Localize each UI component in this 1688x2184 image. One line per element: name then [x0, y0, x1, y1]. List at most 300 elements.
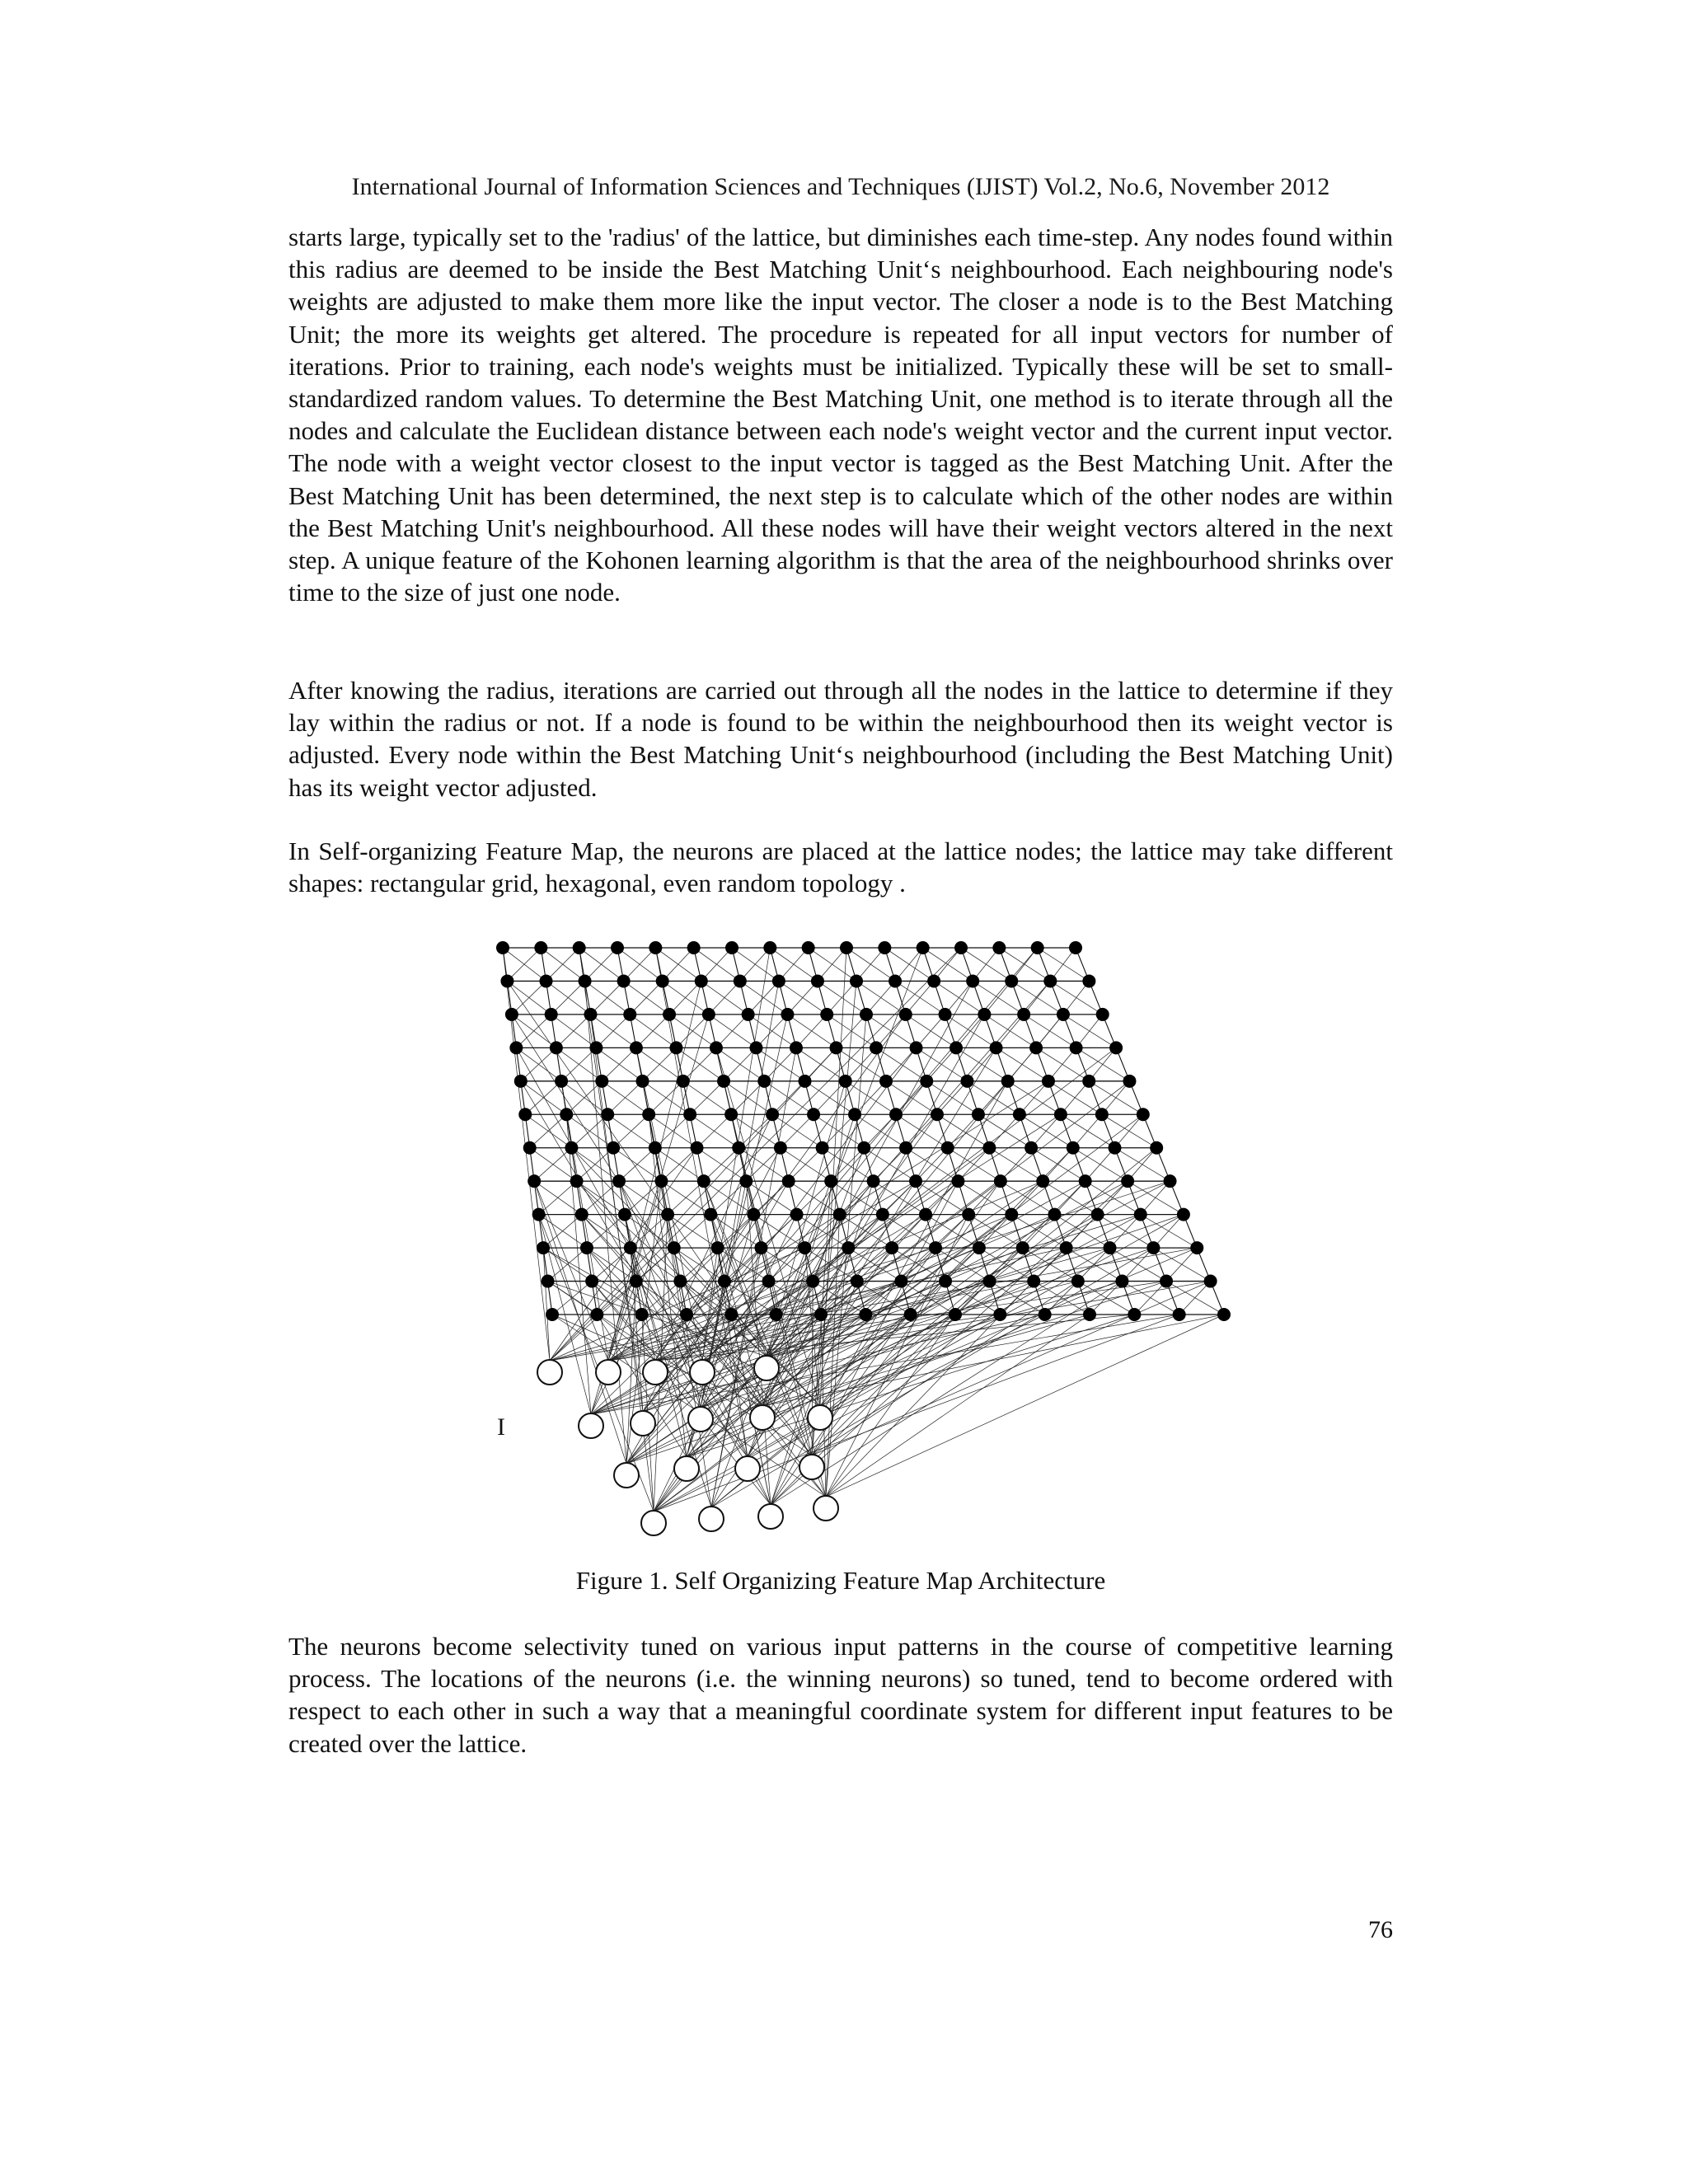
input-neuron [699, 1507, 724, 1531]
running-header: International Journal of Information Sciences and Techniques (IJIST) Vol.2, No.6, November 2012 [351, 173, 1330, 200]
lattice-neuron [555, 1075, 568, 1088]
grid-diagonal-segment [710, 1181, 746, 1214]
grid-diagonal-segment [551, 981, 585, 1014]
grid-diagonal-segment [636, 1248, 674, 1281]
lattice-neuron [1057, 1008, 1070, 1021]
lattice-neuron [990, 1041, 1003, 1054]
lattice-neuron [781, 1008, 794, 1021]
lattice-neuron [994, 1174, 1007, 1188]
lattice-neuron [840, 941, 853, 954]
lattice-neuron [661, 1208, 674, 1221]
lattice-neuron [848, 1108, 861, 1121]
connection-line [512, 1015, 762, 1406]
lattice-neuron [833, 1208, 846, 1221]
lattice-neuron [669, 1041, 682, 1054]
grid-diagonal-segment [896, 1081, 926, 1114]
lattice-neuron [496, 941, 509, 954]
lattice-neuron [505, 1008, 518, 1021]
lattice-neuron [1054, 1108, 1067, 1121]
grid-diagonal-segment [967, 1047, 996, 1080]
input-neuron [643, 1360, 668, 1385]
lattice-neuron [1146, 1241, 1160, 1254]
connection-line [543, 1248, 820, 1406]
lattice-neuron [1190, 1241, 1203, 1254]
grid-diagonal-segment [917, 1015, 945, 1047]
lattice-neuron [518, 1108, 532, 1121]
lattice-neuron [1164, 1174, 1177, 1188]
lattice-neuron [642, 1108, 655, 1121]
grid-diagonal-segment [1000, 1282, 1034, 1315]
lattice-neuron [732, 1141, 745, 1155]
lattice-neuron [1070, 1041, 1083, 1054]
lattice-neuron [542, 1275, 555, 1288]
connection-line [826, 1315, 1090, 1497]
lattice-neuron [540, 974, 553, 987]
lattice-neuron [1128, 1308, 1141, 1321]
grid-diagonal-segment [690, 1081, 724, 1114]
lattice-neuron [927, 974, 940, 987]
lattice-neuron [1060, 1241, 1073, 1254]
lattice-neuron [725, 941, 738, 954]
lattice-neuron [1083, 1308, 1096, 1321]
page-number: 76 [1368, 1916, 1393, 1943]
lattice-neuron [1217, 1308, 1231, 1321]
grid-diagonal-segment [731, 1081, 764, 1114]
lattice-neuron [860, 1008, 873, 1021]
input-neuron [674, 1456, 699, 1481]
lattice-neuron [624, 1241, 637, 1254]
lattice-neuron [782, 1174, 795, 1188]
grid-diagonal-segment [561, 1047, 596, 1080]
connection-line [654, 1015, 1063, 1511]
connection-line [771, 1181, 1128, 1505]
grid-diagonal-segment [566, 1081, 602, 1114]
lattice-neuron [687, 941, 701, 954]
lattice-neuron [972, 1108, 985, 1121]
lattice-neuron [1115, 1275, 1128, 1288]
connection-line [566, 1114, 591, 1414]
lattice-neuron [857, 1141, 870, 1155]
connection-line [654, 1215, 1184, 1511]
lattice-neuron [618, 1208, 631, 1221]
grid-diagonal-segment [556, 1015, 591, 1047]
lattice-neuron [749, 1041, 762, 1054]
lattice-neuron [766, 1108, 779, 1121]
lattice-neuron [500, 974, 513, 987]
lattice-neuron [939, 1275, 952, 1288]
lattice-neuron [919, 1208, 932, 1221]
lattice-neuron [585, 1275, 598, 1288]
lattice-neuron [859, 1308, 872, 1321]
grid-diagonal-segment [663, 948, 694, 981]
grid-diagonal-segment [1011, 1181, 1043, 1214]
paragraph-lattice-shapes: In Self-organizing Feature Map, the neurons are placed at the lattice nodes; the lattice may take different shapes: rectangular grid, hexagonal, even random topology . [288, 837, 1393, 898]
grid-diagonal-segment [530, 1114, 567, 1147]
grid-diagonal-segment [624, 948, 656, 981]
grid-diagonal-segment [613, 1114, 649, 1147]
lattice-neuron [649, 941, 662, 954]
grid-diagonal-segment [697, 1114, 732, 1147]
connection-line [701, 1282, 990, 1408]
input-neuron [754, 1356, 779, 1380]
lattice-neuron [966, 974, 979, 987]
lattice-neuron [870, 1041, 883, 1054]
lattice-neuron [889, 974, 902, 987]
lattice-neuron [528, 1174, 541, 1188]
lattice-neuron [590, 1308, 603, 1321]
grid-diagonal-segment [886, 1047, 917, 1080]
grid-diagonal-segment [805, 1047, 837, 1080]
lattice-neuron [514, 1075, 528, 1088]
grid-diagonal-segment [643, 1047, 677, 1080]
lattice-neuron [1048, 1208, 1061, 1221]
lattice-neuron [1123, 1075, 1136, 1088]
lattice-neuron [878, 941, 891, 954]
lattice-neuron [704, 1208, 717, 1221]
lattice-neuron [983, 1275, 996, 1288]
grid-diagonal-segment [781, 1114, 814, 1147]
input-neuron [814, 1496, 838, 1521]
lattice-neuron [920, 1075, 933, 1088]
lattice-neuron [807, 1108, 820, 1121]
lattice-neuron [910, 1041, 923, 1054]
lattice-neuron [1029, 1041, 1043, 1054]
grid-diagonal-segment [958, 1148, 989, 1181]
lattice-neuron [929, 1241, 942, 1254]
connection-line [812, 1282, 1078, 1455]
grid-diagonal-segment [674, 1215, 711, 1248]
lattice-neuron [580, 1241, 593, 1254]
grid-diagonal-segment [1110, 1215, 1141, 1248]
lattice-neuron [654, 1174, 668, 1188]
lattice-neuron [734, 974, 747, 987]
grid-diagonal-segment [1134, 1282, 1166, 1315]
lattice-neuron [982, 1141, 996, 1155]
grid-diagonal-segment [669, 981, 701, 1014]
lattice-neuron [829, 1041, 842, 1054]
paragraph-bmu-neighbourhood: starts large, typically set to the 'radius' of the lattice, but diminishes each time-step. Any nodes found within this radius are deemed to be inside the Best Matching Unit‘s neighbourhood. Each neighbouring node's weights are adjusted to make them more like the input vector. The closer a node is to the Best Matching Unit; the more its weights get altered. The procedure is repeated for all input vectors for number of iterations. Prior to training, each node's weights must be initialized. Typically these will be set to small-standardized random values. To determine the Best Matching Unit, one method is to iterate through all the nodes and calculate the Euclidean distance between each node's weight vector and the current input vector. The node with a weight vector closest to the input vector is tagged as the Best Matching Unit. After the Best Matching Unit has been determined, the next step is to calculate which of the other nodes are within the Best Matching Unit's neighbourhood. All these nodes will have their weight vectors altered in the next step. A unique feature of the Kohonen learning algorithm is that the area of the neighbourhood shrinks over time to the size of just one node. [288, 223, 1393, 607]
lattice-neuron [1036, 1174, 1049, 1188]
lattice-neuron [680, 1308, 693, 1321]
grid-diagonal-segment [796, 1015, 827, 1047]
grid-diagonal-segment [602, 1047, 636, 1080]
lattice-neuron [978, 1008, 991, 1021]
lattice-neuron [885, 1241, 898, 1254]
lattice-neuron [960, 1075, 973, 1088]
input-neuron [641, 1511, 666, 1535]
input-neuron [690, 1360, 715, 1385]
lattice-neuron [1017, 1008, 1030, 1021]
lattice-neuron [589, 1041, 603, 1054]
lattice-neuron [839, 1075, 852, 1088]
lattice-neuron [770, 1308, 783, 1321]
lattice-neuron [635, 1308, 649, 1321]
grid-diagonal-segment [979, 1215, 1011, 1248]
lattice-neuron [668, 1241, 681, 1254]
lattice-neuron [1091, 1208, 1104, 1221]
grid-diagonal-segment [1001, 1148, 1031, 1181]
lattice-neuron [711, 1241, 724, 1254]
lattice-neuron [798, 1241, 811, 1254]
lattice-neuron [993, 1308, 1006, 1321]
connection-line [767, 1282, 1078, 1357]
grid-diagonal-segment [779, 948, 809, 981]
grid-diagonal-segment [823, 1114, 855, 1147]
grid-diagonal-segment [1098, 1181, 1128, 1214]
grid-diagonal-segment [1179, 1282, 1211, 1315]
lattice-neuron [799, 1075, 812, 1088]
lattice-neuron [1204, 1275, 1217, 1288]
lattice-neuron [1067, 1141, 1080, 1155]
input-neuron [808, 1405, 832, 1430]
lattice-neuron [820, 1008, 833, 1021]
grid-diagonal-segment [787, 981, 818, 1014]
lattice-neuron [1134, 1208, 1147, 1221]
grid-diagonal-segment [1166, 1248, 1197, 1281]
lattice-neuron [509, 1041, 523, 1054]
lattice-neuron [950, 1041, 963, 1054]
input-neuron [537, 1360, 562, 1385]
grid-diagonal-segment [1031, 1114, 1061, 1147]
input-neuron [614, 1463, 639, 1488]
connection-line [534, 1181, 608, 1361]
lattice-neuron [1104, 1241, 1117, 1254]
lattice-neuron [790, 1041, 803, 1054]
connection-line [820, 1248, 1067, 1406]
grid-diagonal-segment [587, 1215, 625, 1248]
lattice-neuron [931, 1108, 944, 1121]
grid-diagonal-segment [590, 981, 623, 1014]
lattice-neuron [636, 1075, 649, 1088]
grid-diagonal-segment [546, 948, 579, 981]
grid-diagonal-segment [990, 1248, 1023, 1281]
lattice-neuron [917, 941, 930, 954]
lattice-neuron [612, 1174, 626, 1188]
grid-diagonal-segment [1043, 1148, 1073, 1181]
lattice-neuron [724, 1108, 738, 1121]
input-neuron [735, 1456, 760, 1481]
connection-line [826, 1215, 1098, 1497]
lattice-neuron [691, 1141, 704, 1155]
grid-diagonal-segment [1020, 1081, 1048, 1114]
grid-diagonal-segment [596, 1015, 630, 1047]
grid-diagonal-segment [534, 1148, 571, 1181]
lattice-neuron [879, 1075, 893, 1088]
grid-diagonal-segment [764, 1047, 796, 1080]
lattice-neuron [816, 1141, 829, 1155]
grid-diagonal-segment [636, 1015, 669, 1047]
lattice-neuron [763, 941, 776, 954]
grid-diagonal-segment [631, 1215, 668, 1248]
lattice-neuron [941, 1141, 954, 1155]
lattice-neuron [663, 1008, 676, 1021]
grid-diagonal-segment [866, 981, 895, 1014]
connection-line [771, 1081, 1008, 1505]
lattice-neuron [1121, 1174, 1134, 1188]
lattice-neuron [702, 1008, 715, 1021]
lattice-neuron [954, 941, 968, 954]
lattice-neuron [772, 974, 785, 987]
grid-diagonal-segment [724, 1047, 756, 1080]
lattice-neuron [754, 1241, 767, 1254]
grid-diagonal-segment [649, 1081, 683, 1114]
som-architecture-figure [490, 931, 1232, 1545]
lattice-neuron [595, 1075, 608, 1088]
lattice-neuron [899, 1008, 912, 1021]
lattice-neuron [1005, 1208, 1018, 1221]
grid-diagonal-segment [552, 1282, 592, 1315]
grid-diagonal-segment [539, 1181, 577, 1214]
grid-diagonal-segment [818, 948, 846, 981]
lattice-neuron [579, 974, 592, 987]
lattice-neuron [584, 1008, 597, 1021]
grid-diagonal-segment [926, 1047, 956, 1080]
connection-line [812, 1282, 1211, 1455]
paragraph-radius-iteration: After knowing the radius, iterations are carried out through all the nodes in the lattice to determine if they lay within the radius or not. If a node is found to be within the neighbourhood then its weight vector is adjusted. Every node within the Best Matching Unit‘s neighbourhood (including the Best Matching Unit) has its weight vector adjusted. [288, 676, 1393, 802]
grid-diagonal-segment [507, 948, 541, 981]
lattice-neuron [1082, 1075, 1095, 1088]
lattice-neuron [1177, 1208, 1190, 1221]
lattice-neuron [546, 1308, 559, 1321]
lattice-neuron [617, 974, 631, 987]
lattice-neuron [762, 1275, 776, 1288]
connection-line [826, 1315, 1224, 1497]
lattice-neuron [899, 1141, 912, 1155]
grid-diagonal-segment [571, 1114, 607, 1147]
lattice-neuron [850, 974, 863, 987]
grid-diagonal-segment [1085, 1148, 1115, 1181]
grid-diagonal-segment [892, 1215, 926, 1248]
lattice-neuron [1005, 974, 1018, 987]
lattice-neuron [532, 1208, 546, 1221]
lattice-neuron [710, 1041, 723, 1054]
grid-diagonal-segment [625, 1181, 662, 1214]
grid-diagonal-segment [738, 1114, 772, 1147]
lattice-neuron [1137, 1108, 1150, 1121]
lattice-neuron [1025, 1141, 1038, 1155]
grid-diagonal-segment [827, 981, 856, 1014]
lattice-neuron [611, 941, 624, 954]
lattice-neuron [724, 1308, 738, 1321]
grid-diagonal-segment [876, 1015, 906, 1047]
lattice-neuron [1042, 1075, 1055, 1088]
grid-diagonal-segment [683, 1047, 716, 1080]
lattice-neuron [607, 1141, 620, 1155]
grid-diagonal-segment [836, 1015, 866, 1047]
grid-diagonal-segment [585, 948, 617, 981]
grid-diagonal-segment [916, 1148, 948, 1181]
grid-diagonal-segment [655, 1114, 690, 1147]
grid-diagonal-segment [1034, 1248, 1066, 1281]
lattice-neuron [909, 1174, 922, 1188]
lattice-neuron [904, 1308, 917, 1321]
lattice-neuron [560, 1108, 573, 1121]
lattice-neuron [683, 1108, 696, 1121]
input-neuron [579, 1413, 603, 1438]
lattice-neuron [811, 974, 824, 987]
connection-line [585, 981, 626, 1464]
lattice-neuron [656, 974, 669, 987]
lattice-neuron [1016, 1241, 1029, 1254]
lattice-neuron [790, 1208, 804, 1221]
lattice-neuron [842, 1241, 855, 1254]
connection-line [701, 1181, 874, 1408]
lattice-neuron [677, 1075, 690, 1088]
lattice-neuron [1043, 974, 1057, 987]
lattice-neuron [1109, 1041, 1123, 1054]
lattice-neuron [973, 1241, 986, 1254]
input-neuron [799, 1455, 824, 1479]
som-diagram [490, 931, 1232, 1545]
paragraph-competitive-learning: The neurons become selectivity tuned on various input patterns in the course of competitive learning process. The locations of the neurons (i.e. the winning neurons) so tuned, tend to become ordered with respect to each other in such a way that a meaningful coordinate system for different input features to be created over the lattice. [288, 1632, 1393, 1758]
lattice-neuron [630, 1275, 643, 1288]
grid-diagonal-segment [831, 1148, 864, 1181]
lattice-neuron [1082, 974, 1095, 987]
grid-diagonal-segment [661, 1148, 696, 1181]
grid-diagonal-segment [989, 1114, 1020, 1147]
lattice-neuron [550, 1041, 563, 1054]
lattice-neuron [545, 1008, 558, 1021]
connection-line [711, 1148, 1156, 1507]
input-neuron [596, 1360, 621, 1385]
lattice-neuron [573, 941, 586, 954]
grid-diagonal-segment [619, 1148, 655, 1181]
lattice-neuron [630, 1041, 643, 1054]
lattice-neuron [1039, 1308, 1052, 1321]
lattice-neuron [851, 1275, 864, 1288]
connection-line [543, 1248, 550, 1361]
figure-caption: Figure 1. Self Organizing Feature Map Architecture [575, 1566, 1106, 1595]
connection-line [643, 1248, 1023, 1412]
grid-diagonal-segment [748, 981, 779, 1014]
grid-diagonal-segment [804, 1215, 839, 1248]
lattice-neuron [1069, 941, 1082, 954]
lattice-neuron [697, 1174, 710, 1188]
grid-diagonal-segment [753, 1181, 788, 1214]
figure-stray-label: I [497, 1413, 505, 1441]
lattice-neuron [1173, 1308, 1186, 1321]
grid-diagonal-segment [968, 1181, 1001, 1214]
grid-diagonal-segment [937, 1081, 968, 1114]
lattice-neuron [1031, 941, 1044, 954]
lattice-neuron [1095, 1108, 1109, 1121]
input-neuron [750, 1405, 775, 1430]
lattice-neuron [867, 1174, 880, 1188]
lattice-neuron [673, 1275, 687, 1288]
lattice-neuron [523, 1141, 537, 1155]
lattice-neuron [575, 1208, 588, 1221]
lattice-neuron [962, 1208, 975, 1221]
grid-diagonal-segment [512, 981, 546, 1014]
lattice-neuron [814, 1308, 828, 1321]
grid-diagonal-segment [668, 1181, 704, 1214]
lattice-neuron [1096, 1008, 1109, 1021]
lattice-neuron [949, 1308, 962, 1321]
lattice-neuron [742, 1008, 755, 1021]
lattice-neuron [537, 1241, 550, 1254]
grid-diagonal-segment [701, 948, 732, 981]
lattice-neuron [806, 1275, 819, 1288]
lattice-neuron [747, 1208, 760, 1221]
lattice-neuron [1079, 1174, 1092, 1188]
lattice-neuron [717, 1075, 730, 1088]
grid-diagonal-segment [642, 1282, 681, 1315]
lattice-neuron [1027, 1275, 1040, 1288]
lattice-neuron [718, 1275, 731, 1288]
grid-diagonal-segment [1128, 1148, 1156, 1181]
grid-diagonal-segment [716, 1015, 748, 1047]
lattice-neuron [951, 1174, 964, 1188]
